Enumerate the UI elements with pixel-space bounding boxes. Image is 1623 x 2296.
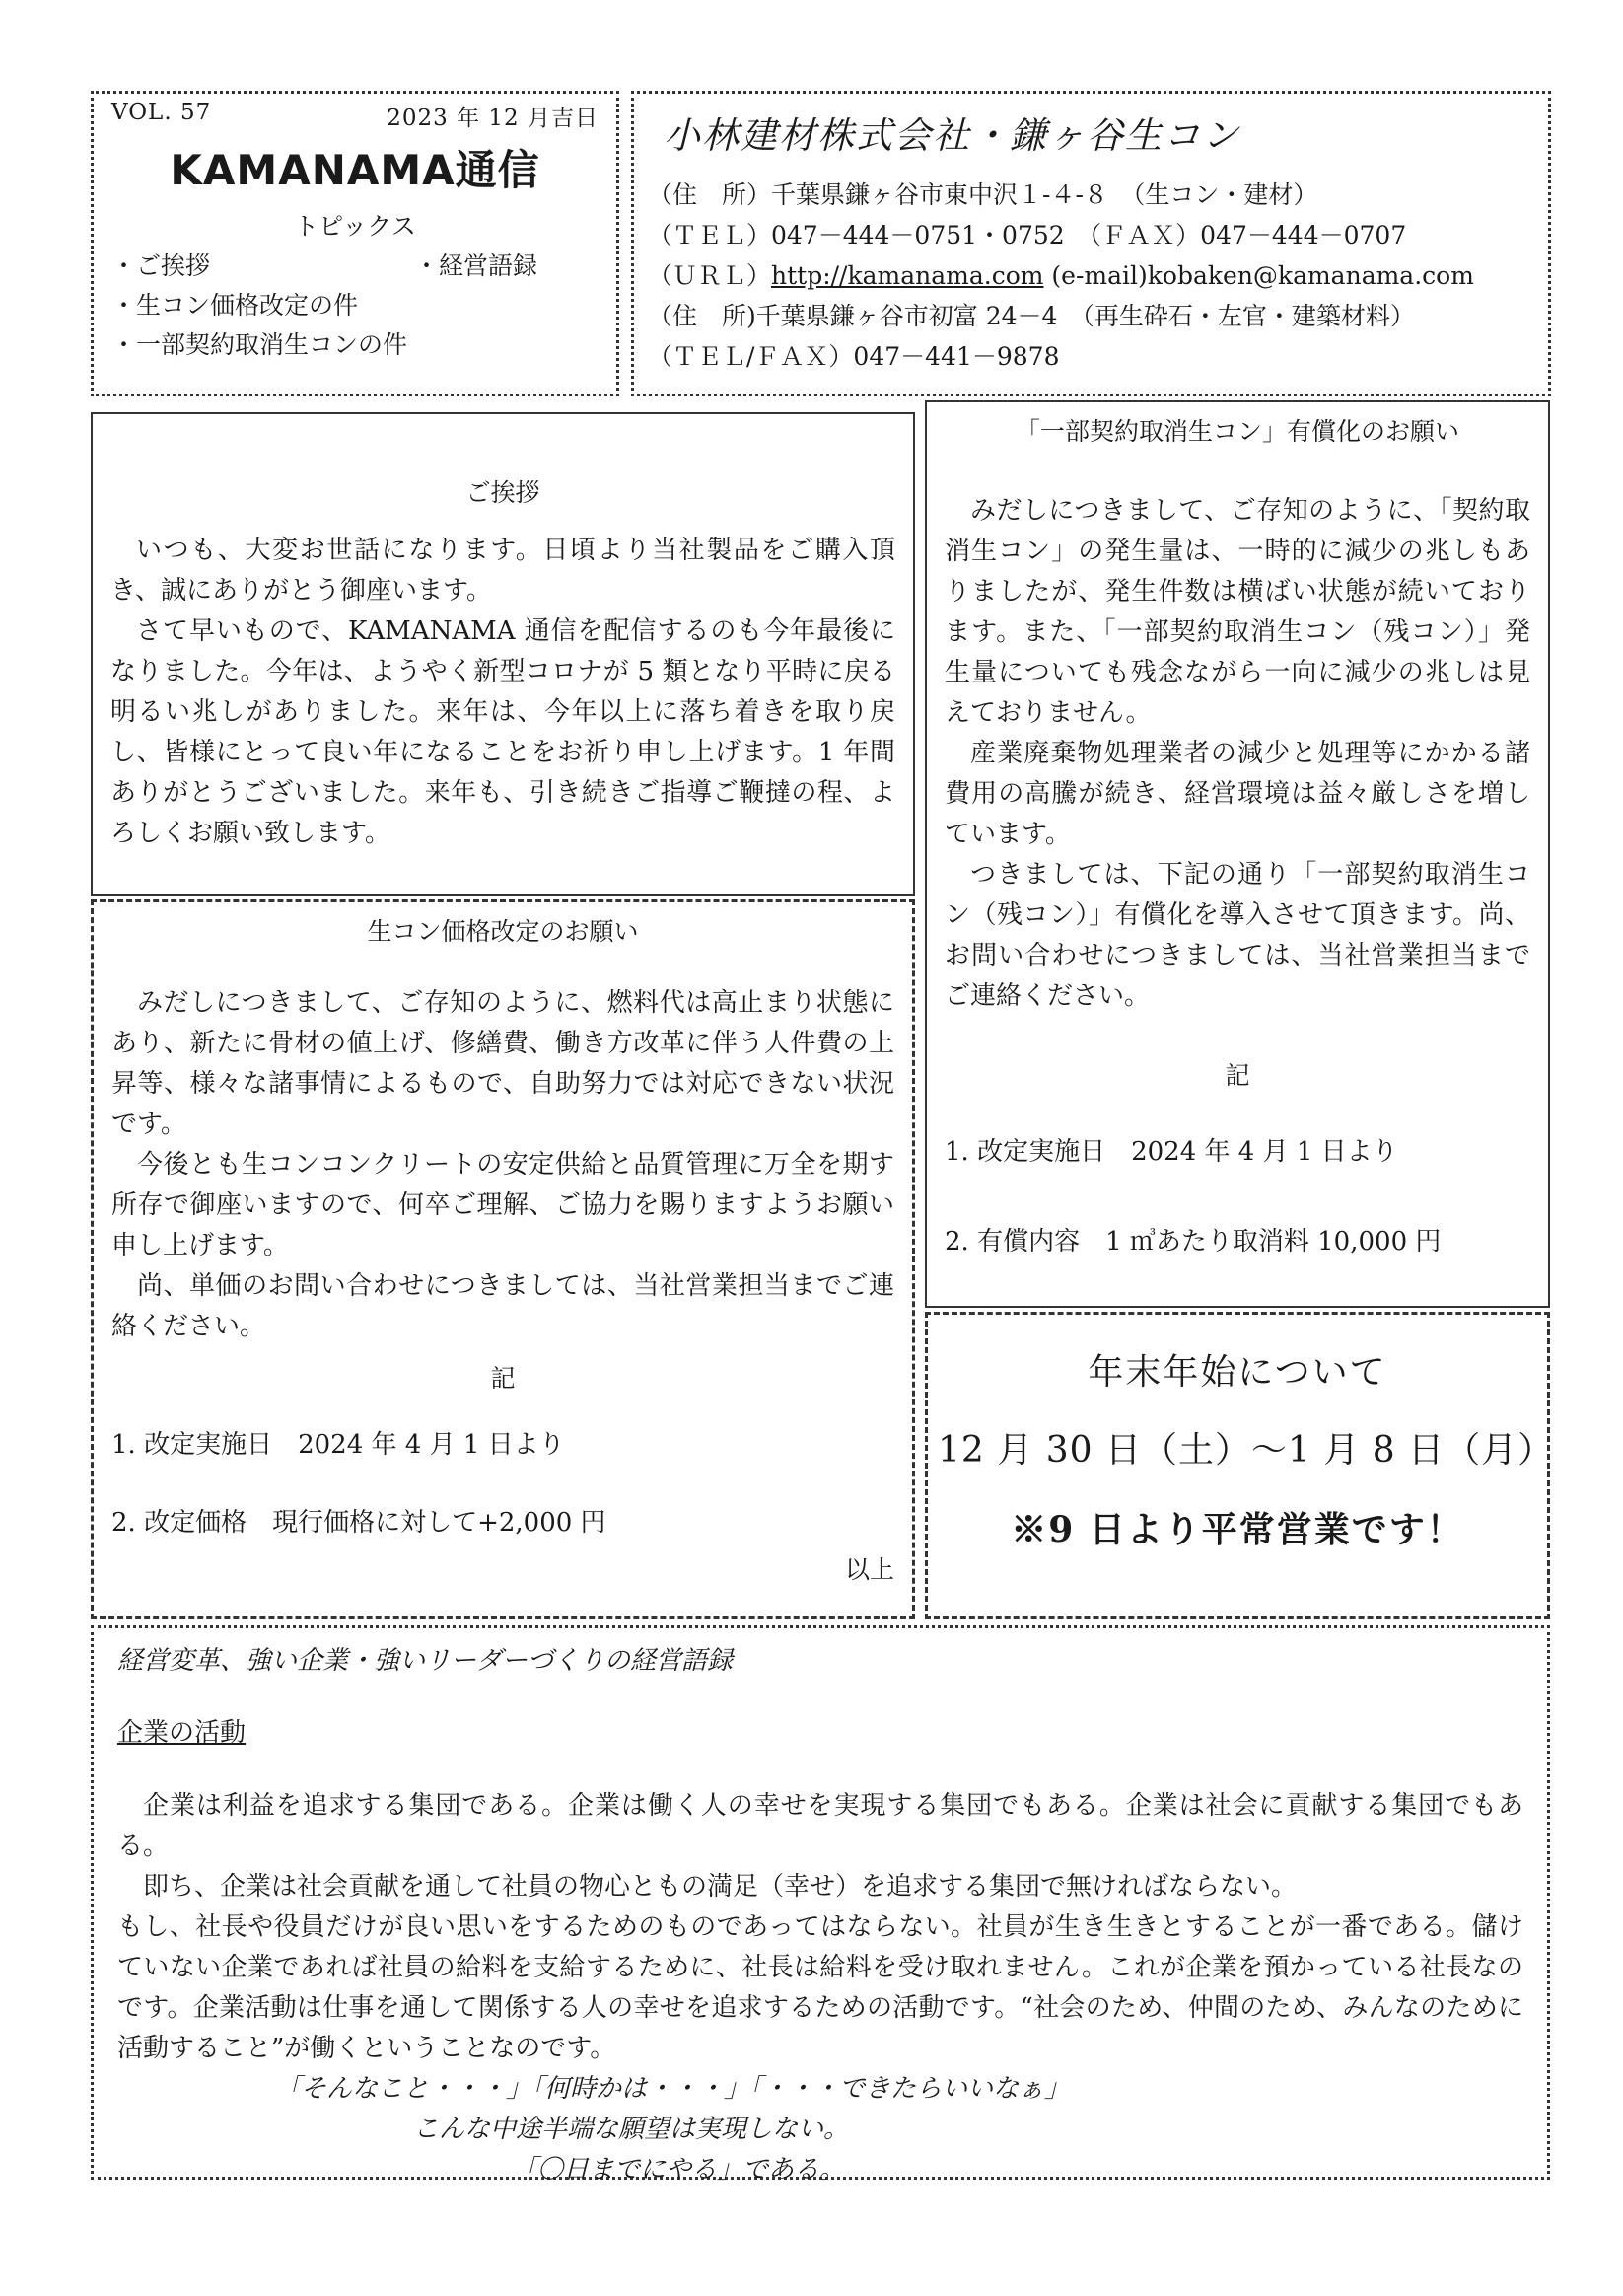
topics-list: [111, 247, 599, 286]
fee-item: 2. 有償内容 1 ㎥あたり取消料 10,000 円: [945, 1227, 1442, 1256]
management-quotes-section: [91, 1625, 1550, 2185]
topics-heading: トピックス: [294, 212, 416, 241]
paragraph: もし、社長や役員だけが良い思いをするためのものであってはならない。社員が生き生きとすることが一番である。儲けていない企業であれば社員の給料を支給するために、社長は給料を受け取れません。これが企業を預かっている社長なのです。企業活動は仕事を通して関係する人の幸せを追求するための活動です。“社会のため、仲間のため、みんなのために活動すること”が働くということなのです。: [117, 1912, 1523, 2063]
section-heading: 経営変革、強い企業・強いリーダーづくりの経営語録: [117, 1646, 734, 1676]
paragraph: 産業廃棄物処理業者の減少と処理等にかかる諸費用の高騰が続き、経営環境は益々厳しさを増しています。: [945, 739, 1530, 849]
quote-line: 「〇日までにやる」である。: [512, 2155, 846, 2185]
company-tel-fax-2: （ＴＥＬ/ＦＡＸ）047－441－9878: [648, 342, 1060, 371]
greeting-section: [91, 412, 915, 896]
company-name: 小林建材株式会社・鎌ヶ谷生コン: [664, 114, 1240, 157]
paragraph: つきましては、下記の通り「一部契約取消生コン（残コン）」有償化を導入させて頂きます。尚、お問い合わせにつきましては、当社営業担当までご連絡ください。: [945, 860, 1530, 1011]
issue-info: [111, 100, 599, 132]
company-address-2: （住 所)千葉県鎌ヶ谷市初富 24－4 （再生砕石・左官・建築材料）: [648, 302, 1415, 330]
paragraph: さて早いもので、KAMANAMA 通信を配信するのも今年最後になりました。今年は、ようやく新型コロナが 5 類となり平時に戻る明るい兆しがありました。来年は、今年以上に落ち着きを取り戻し、皆様にとって良い年になることをお祈り申し上げます。1 年間ありがとうございました。来年も、引き続きご指導ご鞭撻の程、よろしくお願い致します。: [110, 616, 895, 848]
paragraph: 今後とも生コンコンクリートの安定供給と品質管理に万全を期す所存で御座いますので、何卒ご理解、ご協力を賜りますようお願い申し上げます。: [111, 1150, 894, 1260]
holiday-title: 年末年始について: [1088, 1352, 1387, 1393]
holiday-note: ※9 日より平常営業です！: [1011, 1509, 1464, 1550]
cancellation-fee-section: [925, 400, 1550, 1308]
newsletter-title: KAMANAMA通信: [170, 146, 540, 194]
email-address: (e-mail)kobaken@kamanama.com: [1051, 261, 1474, 290]
notice-marker: 記: [1225, 1061, 1250, 1090]
company-web: [648, 255, 1534, 296]
quote-line: 「そんなこと・・・」「何時かは・・・」「・・・できたらいいなぁ」: [275, 2074, 1071, 2104]
topic-item: ・生コン価格改定の件: [111, 291, 359, 320]
issue-date: 2023 年 12 月吉日: [387, 106, 599, 131]
topic-item: ・ご挨拶: [111, 251, 211, 280]
paragraph: 尚、単価のお問い合わせにつきましては、当社営業担当までご連絡ください。: [111, 1271, 894, 1341]
paragraph: みだしにつきまして、ご存知のように、燃料代は高止まり状態にあり、新たに骨材の値上げ、修繕費、働き方改革に伴う人件費の上昇等、様々な諸事情によるもので、自助努力では対応できない状況です。: [111, 988, 894, 1139]
paragraph: いつも、大変お世話になります。日頃より当社製品をご購入頂き、誠にありがとう御座います。: [110, 536, 895, 606]
volume-number: VOL. 57: [111, 100, 212, 125]
url-label: （ＵＲＬ）: [648, 261, 772, 290]
section-heading: 「一部契約取消生コン」有償化のお願い: [1015, 417, 1459, 446]
section-heading: 生コン価格改定のお願い: [367, 917, 639, 946]
fee-item: 1. 改定実施日 2024 年 4 月 1 日より: [945, 1137, 1398, 1167]
holiday-dates: 12 月 30 日（土）～1 月 8 日（月）: [938, 1430, 1555, 1471]
company-tel-fax: （ＴＥＬ）047－444－0751・0752 （ＦＡＸ）047－444－0707: [648, 221, 1407, 250]
price-revision-section: [91, 899, 915, 1619]
revision-item: 1. 改定実施日 2024 年 4 月 1 日より: [111, 1430, 565, 1460]
topic-item: ・一部契約取消生コンの件: [111, 330, 408, 359]
paragraph: 即ち、企業は社会貢献を通して社員の物心ともの満足（幸せ）を追求する集団で無ければならない。: [143, 1872, 1298, 1901]
holiday-notice: [925, 1312, 1555, 1619]
paragraph: 企業は利益を追求する集団である。企業は働く人の幸せを実現する集団でもある。企業は社会に貢献する集団でもある。: [117, 1791, 1523, 1861]
newsletter-header: [91, 91, 619, 396]
company-info: [631, 91, 1551, 396]
closing-mark: 以上: [844, 1555, 894, 1584]
quote-line: こんな中途半端な願望は実現しない。: [413, 2115, 850, 2144]
company-address: （住 所）千葉県鎌ヶ谷市東中沢１-４-８ （生コン・建材）: [648, 180, 1318, 209]
revision-item: 2. 改定価格 現行価格に対して+2,000 円: [111, 1508, 606, 1538]
section-heading: ご挨拶: [465, 478, 540, 507]
topic-item: ・経営語録: [414, 251, 538, 280]
notice-marker: 記: [490, 1364, 516, 1393]
website-link[interactable]: http://kamanama.com: [771, 261, 1044, 290]
paragraph: みだしにつきまして、ご存知のように、「契約取消生コン」の発生量は、一時的に減少の兆しもありましたが、発生件数は横ばい状態が続いております。また、「一部契約取消生コン（残コン）」発生量についても残念ながら一向に減少の兆しは見えておりません。: [945, 496, 1530, 728]
subheading: 企業の活動: [117, 1718, 247, 1748]
